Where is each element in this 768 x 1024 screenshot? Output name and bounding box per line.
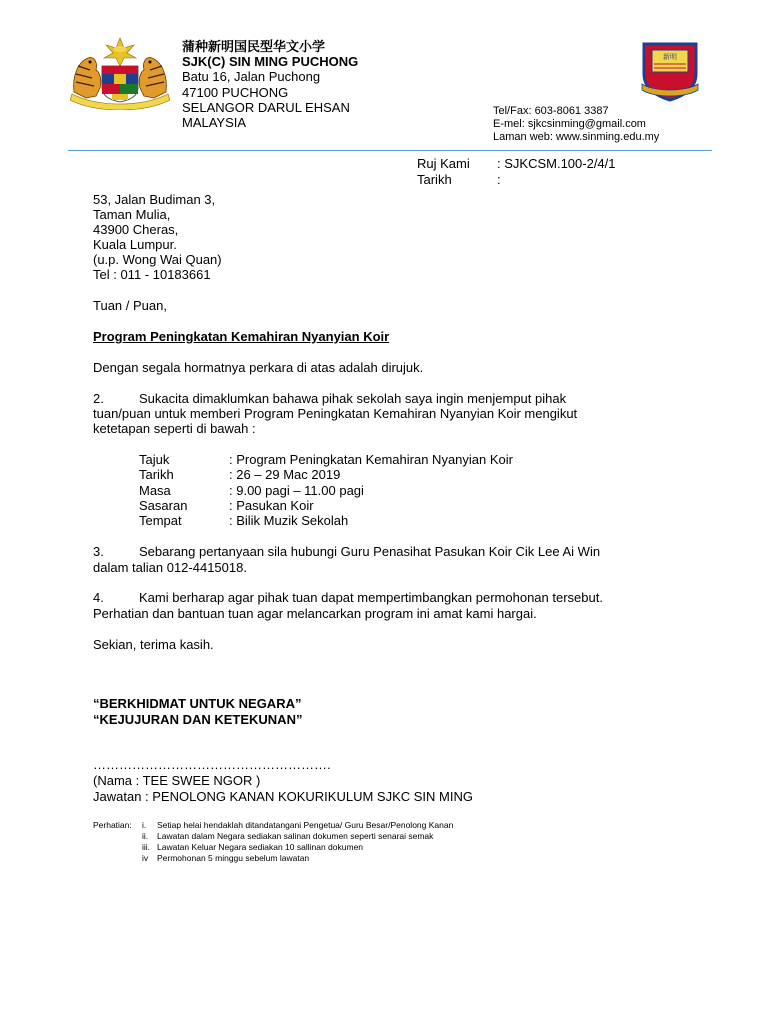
- detail-value: : 9.00 pagi – 11.00 pagi: [229, 483, 364, 498]
- note-text: Lawatan dalam Negara sediakan salinan dokumen seperti senarai semak: [157, 831, 434, 841]
- notes-label: Perhatian:: [93, 820, 132, 830]
- ruj-label: Ruj Kami: [417, 156, 470, 171]
- note-number: iv: [142, 853, 149, 863]
- paragraph-4-number: 4.: [93, 590, 104, 605]
- signatory-name: (Nama : TEE SWEE NGOR ): [93, 773, 261, 788]
- paragraph-2-number: 2.: [93, 391, 104, 406]
- paragraph-3-line: dalam talian 012-4415018.: [93, 560, 247, 575]
- school-address-line: MALAYSIA: [182, 115, 247, 130]
- school-chinese-name: 蒲种新明国民型华文小学: [182, 39, 326, 54]
- recipient-line: Kuala Lumpur.: [93, 237, 177, 252]
- recipient-line: Tel : 011 - 10183661: [93, 267, 211, 282]
- closing: Sekian, terima kasih.: [93, 637, 214, 652]
- detail-label: Tajuk: [139, 452, 170, 467]
- tarikh-value: :: [497, 172, 501, 187]
- note-text: Permohonan 5 minggu sebelum lawatan: [157, 853, 310, 863]
- school-badge-emblem: [640, 40, 700, 102]
- motto-line: “BERKHIDMAT UNTUK NEGARA”: [93, 696, 302, 711]
- paragraph-2-line: tuan/puan untuk memberi Program Peningkatan Kemahiran Nyanyian Koir mengikut: [93, 406, 578, 421]
- contact-email[interactable]: E-mel: sjkcsinming@gmail.com: [493, 118, 646, 130]
- recipient-line: (u.p. Wong Wai Quan): [93, 252, 222, 267]
- detail-value: : Bilik Muzik Sekolah: [229, 513, 349, 528]
- detail-value: : 26 – 29 Mac 2019: [229, 467, 341, 482]
- recipient-line: 43900 Cheras,: [93, 222, 179, 237]
- header-divider: [68, 150, 712, 151]
- signatory-position: Jawatan : PENOLONG KANAN KOKURIKULUM SJKC SIN MING: [93, 789, 473, 804]
- detail-label: Masa: [139, 483, 171, 498]
- note-text: Setiap helai hendaklah ditandatangani Pengetua/ Guru Besar/Penolong Kanan: [157, 820, 454, 830]
- school-address-line: 47100 PUCHONG: [182, 85, 289, 100]
- school-name: SJK(C) SIN MING PUCHONG: [182, 54, 359, 69]
- subject-title: Program Peningkatan Kemahiran Nyanyian Koir: [93, 329, 390, 344]
- paragraph-3-number: 3.: [93, 544, 104, 559]
- paragraph-3-line: Sebarang pertanyaan sila hubungi Guru Penasihat Pasukan Koir Cik Lee Ai Win: [139, 544, 601, 559]
- detail-label: Sasaran: [139, 498, 188, 513]
- paragraph-1: Dengan segala hormatnya perkara di atas adalah dirujuk.: [93, 360, 424, 375]
- note-text: Lawatan Keluar Negara sediakan 10 sallinan dokumen: [157, 842, 364, 852]
- detail-value: : Program Peningkatan Kemahiran Nyanyian Koir: [229, 452, 513, 467]
- contact-website[interactable]: Laman web: www.sinming.edu.my: [493, 131, 660, 143]
- paragraph-2-line: Sukacita dimaklumkan bahawa pihak sekolah saya ingin menjemput pihak: [139, 391, 567, 406]
- motto-line: “KEJUJURAN DAN KETEKUNAN”: [93, 712, 303, 727]
- paragraph-4-line: Perhatian dan bantuan tuan agar melancarkan program ini amat kami hargai.: [93, 606, 537, 621]
- note-number: ii.: [142, 831, 149, 841]
- detail-label: Tarikh: [139, 467, 174, 482]
- note-number: iii.: [142, 842, 151, 852]
- tarikh-label: Tarikh: [417, 172, 452, 187]
- paragraph-4-line: Kami berharap agar pihak tuan dapat mempertimbangkan permohonan tersebut.: [139, 590, 603, 605]
- ruj-value: : SJKCSM.100-2/4/1: [497, 156, 616, 171]
- detail-label: Tempat: [139, 513, 182, 528]
- contact-telfax: Tel/Fax: 603-8061 3387: [493, 105, 609, 117]
- note-number: i.: [142, 820, 147, 830]
- paragraph-2-line: ketetapan seperti di bawah :: [93, 421, 256, 436]
- salutation: Tuan / Puan,: [93, 298, 167, 313]
- school-address-line: Batu 16, Jalan Puchong: [182, 69, 321, 84]
- badge-chinese-text: 新明: [663, 53, 677, 61]
- recipient-line: 53, Jalan Budiman 3,: [93, 192, 216, 207]
- coat-of-arms-emblem: [66, 36, 174, 110]
- recipient-line: Taman Mulia,: [93, 207, 171, 222]
- signature-line: ……………………………………………….: [93, 757, 331, 772]
- school-address-line: SELANGOR DARUL EHSAN: [182, 100, 350, 115]
- detail-value: : Pasukan Koir: [229, 498, 314, 513]
